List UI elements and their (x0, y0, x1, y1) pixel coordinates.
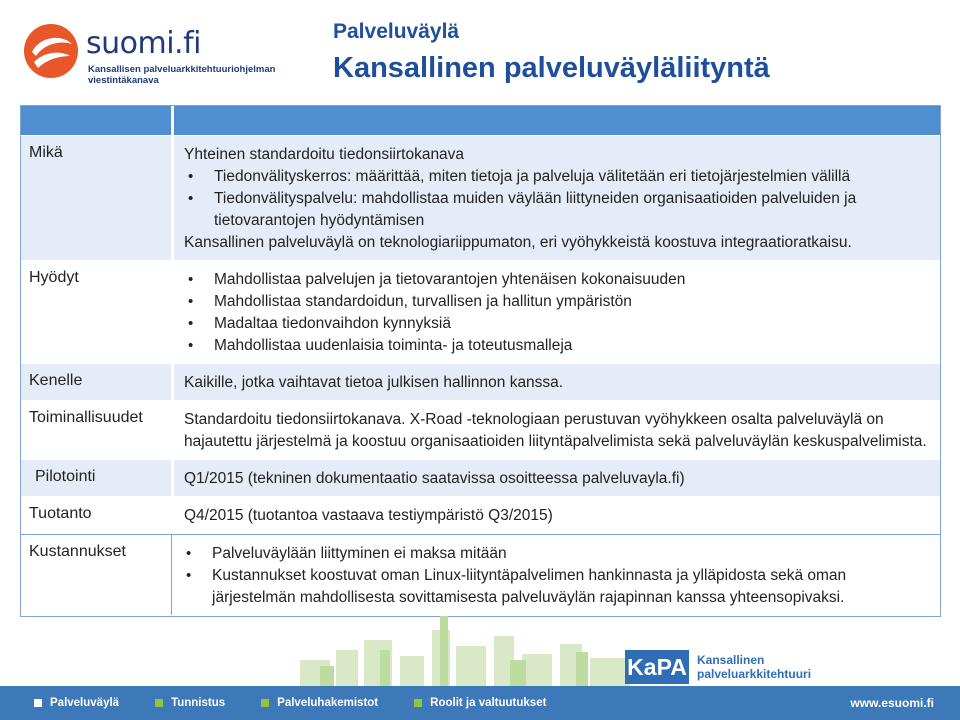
logo-subtitle-line-1: Kansallisen palveluarkkitehtuuriohjelman (88, 64, 276, 75)
nav-item-palveluvayla[interactable] (34, 697, 119, 709)
logo-subtitle-line-2: viestintäkanava (88, 75, 159, 86)
kapa-logo-text (697, 653, 811, 681)
bullet-item: • Kustannukset koostuvat oman Linux-liityntäpalvelimen hankinnasta ja ylläpidosta sekä oman järjestelmän mahdollisesta sovittamisesta palveluväylän rajapinnan kanssa yhteensopivaksi. (182, 565, 932, 609)
square-icon (261, 699, 269, 707)
row-content (171, 401, 940, 459)
footer-url-link[interactable]: www.esuomi.fi (850, 696, 934, 710)
row-text: Standardoitu tiedonsiirtokanava. X-Road -teknologiaan perustuvan vyöhykkeen osalta palveluväylä on hajautettu järjestelmä ja koostuu organisaatioiden liityntäpalvelimista sekä palveluväylän keskuspalvelimista. (184, 411, 927, 450)
row-label: Hyödyt (21, 261, 171, 363)
square-icon (414, 699, 422, 707)
square-icon (155, 699, 163, 707)
table-row-pilotointi (21, 460, 940, 497)
table-row-kenelle (21, 364, 940, 401)
logo-text: suomi.fi (86, 26, 201, 61)
nav-label: Roolit ja valtuutukset (430, 697, 547, 709)
row-content (171, 136, 940, 260)
page-subtitle: Palveluväylä (333, 20, 460, 43)
kapa-line-2: palveluarkkitehtuuri (697, 667, 812, 681)
row-content (171, 261, 940, 363)
nav-label: Tunnistus (171, 697, 226, 709)
row-label: Tuotanto (21, 497, 171, 533)
row-label: Mikä (21, 136, 171, 260)
row-text: Kansallinen palveluväylä on teknologiariippumaton, eri vyöhykkeistä koostuva integraatioratkaisu. (184, 234, 852, 251)
skyline-illustration (300, 600, 630, 686)
bullet-list (184, 166, 932, 232)
bullet-item: • Palveluväylään liittyminen ei maksa mitään (182, 543, 932, 565)
row-label: Kustannukset (21, 535, 171, 615)
row-label: Toiminallisuudet (21, 401, 171, 459)
bullet-item: • Mahdollistaa palvelujen ja tietovarantojen yhtenäisen kokonaisuuden (184, 269, 932, 291)
nav-label: Palveluhakemistot (277, 697, 379, 709)
table-header-cell-left (21, 106, 171, 135)
table-row-hyodyt (21, 261, 940, 364)
info-table (20, 105, 941, 617)
table-header-cell-right (171, 106, 940, 135)
row-text: Yhteinen standardoitu tiedonsiirtokanava (184, 146, 465, 163)
nav-item-palveluhakemistot[interactable] (261, 697, 378, 709)
table-row-toiminallisuudet (21, 401, 940, 460)
square-icon (34, 699, 42, 707)
row-content (171, 460, 940, 496)
nav-item-roolit[interactable] (414, 697, 546, 709)
row-label: Pilotointi (21, 460, 171, 496)
logo-subtitle (88, 64, 308, 86)
suomi-fi-logo-icon (22, 22, 80, 80)
page-title: Kansallinen palveluväyläliityntä (333, 52, 770, 84)
bullet-item: • Tiedonvälityskerros: määrittää, miten tietoja ja palveluja välitetään eri tietojärjestelmien välillä (184, 166, 932, 188)
table-row-tuotanto (21, 497, 940, 534)
bullet-item: • Mahdollistaa uudenlaisia toiminta- ja toteutusmalleja (184, 335, 932, 357)
row-content (171, 364, 940, 400)
nav-label: Palveluväylä (50, 697, 120, 709)
nav-item-tunnistus[interactable] (155, 697, 225, 709)
kapa-logo (625, 650, 925, 686)
row-text: Q4/2015 (tuotantoa vastaava testiympäristö Q3/2015) (184, 507, 553, 524)
row-text: Q1/2015 (tekninen dokumentaatio saatavissa osoitteessa palveluvayla.fi) (184, 470, 685, 487)
row-text: Kaikille, jotka vaihtavat tietoa julkisen hallinnon kanssa. (184, 374, 564, 391)
kapa-line-1: Kansallinen (697, 653, 765, 667)
row-label: Kenelle (21, 364, 171, 400)
table-header-row (21, 106, 940, 136)
suomi-fi-logo (22, 20, 312, 90)
row-content (171, 497, 940, 533)
table-row-mika (21, 136, 940, 261)
kapa-logo-mark: KaPA (625, 650, 689, 684)
bullet-list (184, 269, 932, 357)
bullet-item: • Madaltaa tiedonvaihdon kynnyksiä (184, 313, 932, 335)
bullet-item: • Mahdollistaa standardoidun, turvallisen ja hallitun ympäristön (184, 291, 932, 313)
bullet-item: • Tiedonvälityspalvelu: mahdollistaa muiden väylään liittyneiden organisaatioiden palveluiden ja tietovarantojen hyödyntämisen (184, 188, 932, 232)
footer-nav (0, 686, 960, 720)
